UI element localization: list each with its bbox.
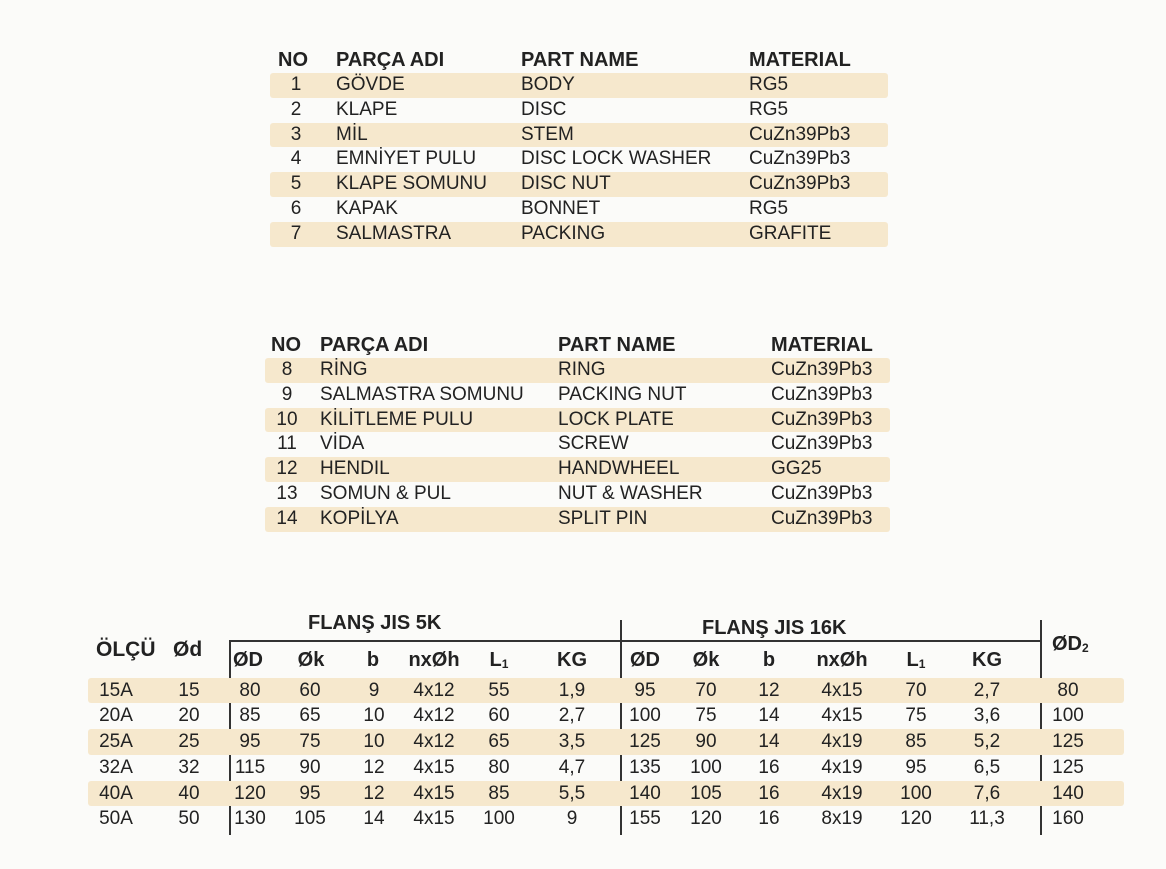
table-cell: 4x15 (413, 756, 455, 778)
group-title-jis-16k: FLANŞ JIS 16K (702, 617, 847, 639)
table-cell: 15 (178, 679, 200, 701)
table-cell: 4x12 (413, 705, 455, 727)
table-cell: CuZn39Pb3 (749, 173, 851, 195)
table-cell: 2 (290, 98, 302, 120)
table-cell: RING (558, 359, 606, 380)
table-cell: CuZn39Pb3 (771, 482, 873, 504)
table-cell: 32 (178, 756, 200, 778)
table-cell: KAPAK (336, 197, 398, 219)
table-cell: 130 (234, 808, 266, 830)
table-cell: 5,5 (558, 782, 586, 804)
table-cell: 1,9 (558, 679, 586, 701)
table-cell: SCREW (558, 433, 629, 455)
table-cell: 16 (758, 756, 780, 778)
table-cell: 14 (758, 705, 780, 727)
group-title-jis-5k: FLANŞ JIS 5K (308, 612, 442, 634)
table-cell: NUT & WASHER (558, 482, 703, 504)
table-cell: 25A (99, 731, 133, 752)
table-cell: 4x19 (821, 731, 863, 752)
table-cell: 10 (276, 408, 298, 430)
table-cell: 3 (290, 123, 302, 145)
table-cell: 13 (276, 482, 298, 504)
sub-header-cell: b (366, 649, 380, 671)
table-cell: 80 (1057, 679, 1079, 701)
table-cell: 1 (290, 74, 302, 95)
table-cell: EMNİYET PULU (336, 148, 477, 170)
table-cell: 2,7 (973, 679, 1001, 701)
table-cell: CuZn39Pb3 (749, 148, 851, 170)
table-cell: 40A (99, 782, 133, 804)
table-row (88, 806, 1124, 832)
table-cell: 14 (758, 731, 780, 752)
table-cell: 60 (299, 679, 321, 701)
table-cell: 50A (99, 808, 133, 830)
table-cell: CuZn39Pb3 (749, 123, 851, 145)
table-row (88, 755, 1124, 781)
table-cell: 7 (290, 222, 302, 244)
header-cell: NO (278, 49, 308, 71)
table-cell: 100 (690, 756, 722, 778)
header-cell: NO (271, 334, 301, 356)
sub-header-cell: Øk (692, 649, 720, 671)
table-cell: 125 (629, 731, 661, 752)
table-cell: 14 (363, 808, 385, 830)
header-rule (229, 640, 1041, 642)
table-cell: 9 (368, 679, 380, 701)
table-cell: 95 (905, 756, 927, 778)
table-cell: 10 (363, 731, 385, 752)
table-cell: CuZn39Pb3 (771, 507, 873, 529)
table-cell: 11 (277, 433, 297, 455)
table-cell: 3,5 (558, 731, 586, 752)
table-cell: DISC LOCK WASHER (521, 148, 712, 170)
table-cell: RG5 (749, 98, 789, 120)
table-cell: STEM (521, 123, 574, 145)
table-cell: 4x15 (413, 808, 455, 830)
table-cell: 10 (363, 705, 385, 727)
table-row (88, 678, 1124, 704)
table-cell: 140 (1052, 782, 1084, 804)
table-cell: 50 (178, 808, 200, 830)
table-cell: 120 (234, 782, 266, 804)
table-cell: 15A (99, 679, 133, 701)
table-cell: KOPİLYA (320, 507, 399, 529)
table-cell: 120 (900, 808, 932, 830)
sub-header-cell: KG (557, 649, 587, 671)
table-cell: 4x15 (821, 679, 863, 701)
table-cell: 125 (1052, 756, 1084, 778)
table-cell: HANDWHEEL (558, 458, 680, 480)
table-cell: 8 (281, 359, 293, 380)
table-cell: 75 (299, 731, 321, 752)
table-cell: SOMUN & PUL (320, 482, 451, 504)
table-cell: 155 (629, 808, 661, 830)
table-cell: 12 (363, 756, 385, 778)
header-cell: PART NAME (558, 334, 676, 356)
table-cell: 80 (488, 756, 510, 778)
od2-header: $ØD_2$ (1052, 633, 1089, 655)
table-cell: 125 (1052, 731, 1084, 752)
table-cell: GG25 (771, 458, 822, 480)
table-cell: SALMASTRA SOMUNU (320, 383, 524, 405)
table-row (88, 781, 1124, 807)
table-cell: 90 (695, 731, 717, 752)
table-cell: 40 (178, 782, 200, 804)
table-cell: 140 (629, 782, 661, 804)
table-cell: 4x19 (821, 782, 863, 804)
table-cell: 100 (900, 782, 932, 804)
table-cell: 65 (488, 731, 510, 752)
table-cell: SPLIT PIN (558, 507, 648, 529)
table-cell: RİNG (320, 359, 368, 380)
table-cell: SALMASTRA (336, 222, 452, 244)
table-cell: DISC NUT (521, 173, 611, 195)
table-cell: 4x15 (413, 782, 455, 804)
table-cell: KLAPE (336, 98, 398, 120)
table-cell: BODY (521, 74, 575, 95)
table-cell: 75 (905, 705, 927, 727)
sub-header-cell: ØD (233, 649, 263, 671)
table-cell: KİLİTLEME PULU (320, 408, 474, 430)
header-cell: PARÇA ADI (336, 49, 445, 71)
sub-header-cell: b (762, 649, 776, 671)
table-cell: MİL (336, 123, 368, 145)
table-cell: 3,6 (973, 705, 1001, 727)
table-cell: 6,5 (973, 756, 1001, 778)
table-cell: CuZn39Pb3 (771, 433, 873, 455)
table-cell: 120 (690, 808, 722, 830)
table-cell: 105 (294, 808, 326, 830)
table-cell: 70 (695, 679, 717, 701)
table-cell: 16 (758, 808, 780, 830)
table-cell: CuZn39Pb3 (771, 383, 873, 405)
table-cell: BONNET (521, 197, 601, 219)
table-cell: 70 (905, 679, 927, 701)
table-cell: 7,6 (973, 782, 1001, 804)
table-cell: PACKING NUT (558, 383, 687, 405)
table-cell: 4x12 (413, 679, 455, 701)
table-cell: GÖVDE (336, 74, 405, 95)
table-row (88, 703, 1124, 729)
table-cell: 32A (99, 756, 133, 778)
table-cell: 85 (905, 731, 927, 752)
table-cell: 60 (488, 705, 510, 727)
table-cell: HENDIL (320, 458, 390, 480)
header-cell: MATERIAL (749, 49, 851, 71)
table-cell: 9 (281, 383, 293, 405)
table-cell: 16 (758, 782, 780, 804)
table-cell: 55 (488, 679, 510, 701)
table-cell: 115 (234, 756, 266, 778)
sub-header-cell: nxØh (408, 649, 460, 671)
sub-header-cell: Øk (297, 649, 325, 671)
table-cell: 4 (290, 148, 302, 170)
table-cell: PACKING (521, 222, 606, 244)
table-cell: RG5 (749, 74, 789, 95)
sub-header-cell: ØD (630, 649, 660, 671)
table-cell: DISC (521, 98, 567, 120)
table-cell: 6 (290, 197, 302, 219)
header-cell: PART NAME (521, 49, 639, 71)
table-cell: 8x19 (821, 808, 863, 830)
table-cell: 65 (299, 705, 321, 727)
table-cell: 135 (629, 756, 661, 778)
table-cell: 85 (488, 782, 510, 804)
table-cell: 2,7 (558, 705, 586, 727)
header-cell: PARÇA ADI (320, 334, 429, 356)
table-cell: 4x12 (413, 731, 455, 752)
table-cell: VİDA (320, 433, 365, 455)
table-cell: 9 (566, 808, 578, 830)
table-cell: 4x19 (821, 756, 863, 778)
sub-header-cell: $L_1$ (489, 649, 509, 671)
sub-header-cell: nxØh (816, 649, 868, 671)
table-cell: CuZn39Pb3 (771, 408, 873, 430)
sub-header-cell: $L_1$ (906, 649, 926, 671)
table-cell: 12 (758, 679, 780, 701)
table-cell: 5,2 (973, 731, 1001, 752)
table-cell: 11,3 (969, 808, 1005, 830)
table-cell: GRAFITE (749, 222, 832, 244)
table-row (88, 729, 1124, 755)
sub-header-cell: KG (972, 649, 1002, 671)
table-cell: 105 (690, 782, 722, 804)
table-cell: 90 (299, 756, 321, 778)
table-cell: 100 (1052, 705, 1084, 727)
table-cell: 95 (239, 731, 261, 752)
table-cell: 95 (634, 679, 656, 701)
table-cell: 20 (178, 705, 200, 727)
table-cell: 5 (290, 173, 302, 195)
table-cell: 12 (276, 458, 298, 480)
table-cell: 75 (695, 705, 717, 727)
table-cell: 14 (276, 507, 298, 529)
table-cell: 95 (299, 782, 321, 804)
table-cell: RG5 (749, 197, 789, 219)
size-header: ÖLÇÜ (96, 638, 156, 661)
table-cell: 160 (1052, 808, 1084, 830)
table-cell: 25 (178, 731, 200, 752)
table-cell: 4,7 (558, 756, 586, 778)
table-cell: LOCK PLATE (558, 408, 674, 430)
table-cell: 80 (239, 679, 261, 701)
table-cell: CuZn39Pb3 (771, 359, 873, 380)
table-cell: 12 (363, 782, 385, 804)
table-cell: 20A (99, 705, 133, 727)
table-cell: 100 (483, 808, 515, 830)
table-cell: 85 (239, 705, 261, 727)
table-cell: KLAPE SOMUNU (336, 173, 487, 195)
table-cell: 4x15 (821, 705, 863, 727)
header-cell: MATERIAL (771, 334, 873, 356)
table-cell: 100 (629, 705, 661, 727)
bore-header: Ød (173, 638, 203, 661)
